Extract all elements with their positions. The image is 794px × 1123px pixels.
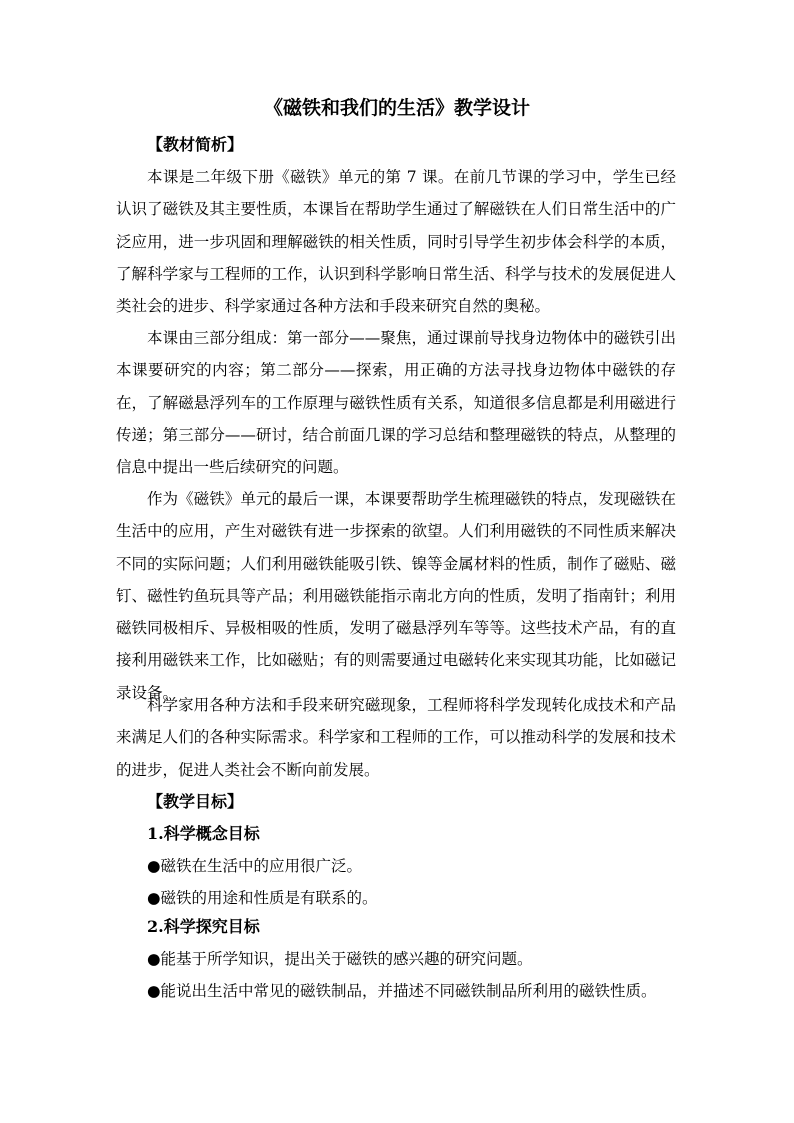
goal-heading-science-concept: 1.科学概念目标 bbox=[147, 824, 260, 843]
document-title: 《磁铁和我们的生活》教学设计 bbox=[263, 97, 530, 119]
goal-heading-science-inquiry: 2.科学探究目标 bbox=[147, 917, 260, 936]
goal-item: ●磁铁的用途和性质是有联系的。 bbox=[147, 889, 378, 907]
paragraph-3: 作为《磁铁》单元的最后一课，本课要帮助学生梳理磁铁的特点，发现磁铁在生活中的应用，产生对磁铁有进一步探索的欲望。人们利用磁铁的不同性质来解决不同的实际问题；人们利用磁铁能吸引铁、镍等金属材料的性质，制作了磁贴、磁钉、磁性钓鱼玩具等产品；利用磁铁能指示南北方向的性质，发明了指南针；利用磁铁同极相斥、异极相吸的性质，发明了磁悬浮列车等等。这些技术产品，有的直接利用磁铁来工作，比如磁贴；有的则需要通过电磁转化来实现其功能，比如磁记录设备。 bbox=[116, 490, 676, 702]
goal-item: ●磁铁在生活中的应用很广泛。 bbox=[147, 857, 363, 875]
section-heading-teaching-goals: 【教学目标】 bbox=[147, 792, 244, 811]
goal-item: ●能说出生活中常见的磁铁制品，并描述不同磁铁制品所利用的磁铁性质。 bbox=[147, 982, 657, 1000]
paragraph-2: 本课由三部分组成：第一部分——聚焦，通过课前导找身边物体中的磁铁引出本课要研究的内容；第二部分——探索，用正确的方法寻找身边物体中磁铁的存在，了解磁悬浮列车的工作原理与磁铁性质有关系，知道很多信息都是利用磁进行传递；第三部分——研讨，结合前面几课的学习总结和整理磁铁的特点，从整理的信息中提出一些后续研究的问题。 bbox=[116, 329, 676, 477]
paragraph-1: 本课是二年级下册《磁铁》单元的第 7 课。在前几节课的学习中，学生已经认识了磁铁及其主要性质，本课旨在帮助学生通过了解磁铁在人们日常生活中的广泛应用，进一步巩固和理解磁铁的相关性质，同时引导学生初步体会科学的本质，了解科学家与工程师的工作，认识到科学影响日常生活、科学与技术的发展促进人类社会的进步、科学家通过各种方法和手段来研究自然的奥秘。 bbox=[116, 168, 676, 316]
section-heading-material-analysis: 【教材简析】 bbox=[147, 135, 244, 154]
goal-item: ●能基于所学知识，提出关于磁铁的感兴趣的研究问题。 bbox=[147, 950, 533, 968]
paragraph-4: 科学家用各种方法和手段来研究磁现象，工程师将科学发现转化成技术和产品来满足人们的各种实际需求。科学家和工程师的工作，可以推动科学的发展和技术的进步，促进人类社会不断向前发展。 bbox=[116, 696, 676, 779]
